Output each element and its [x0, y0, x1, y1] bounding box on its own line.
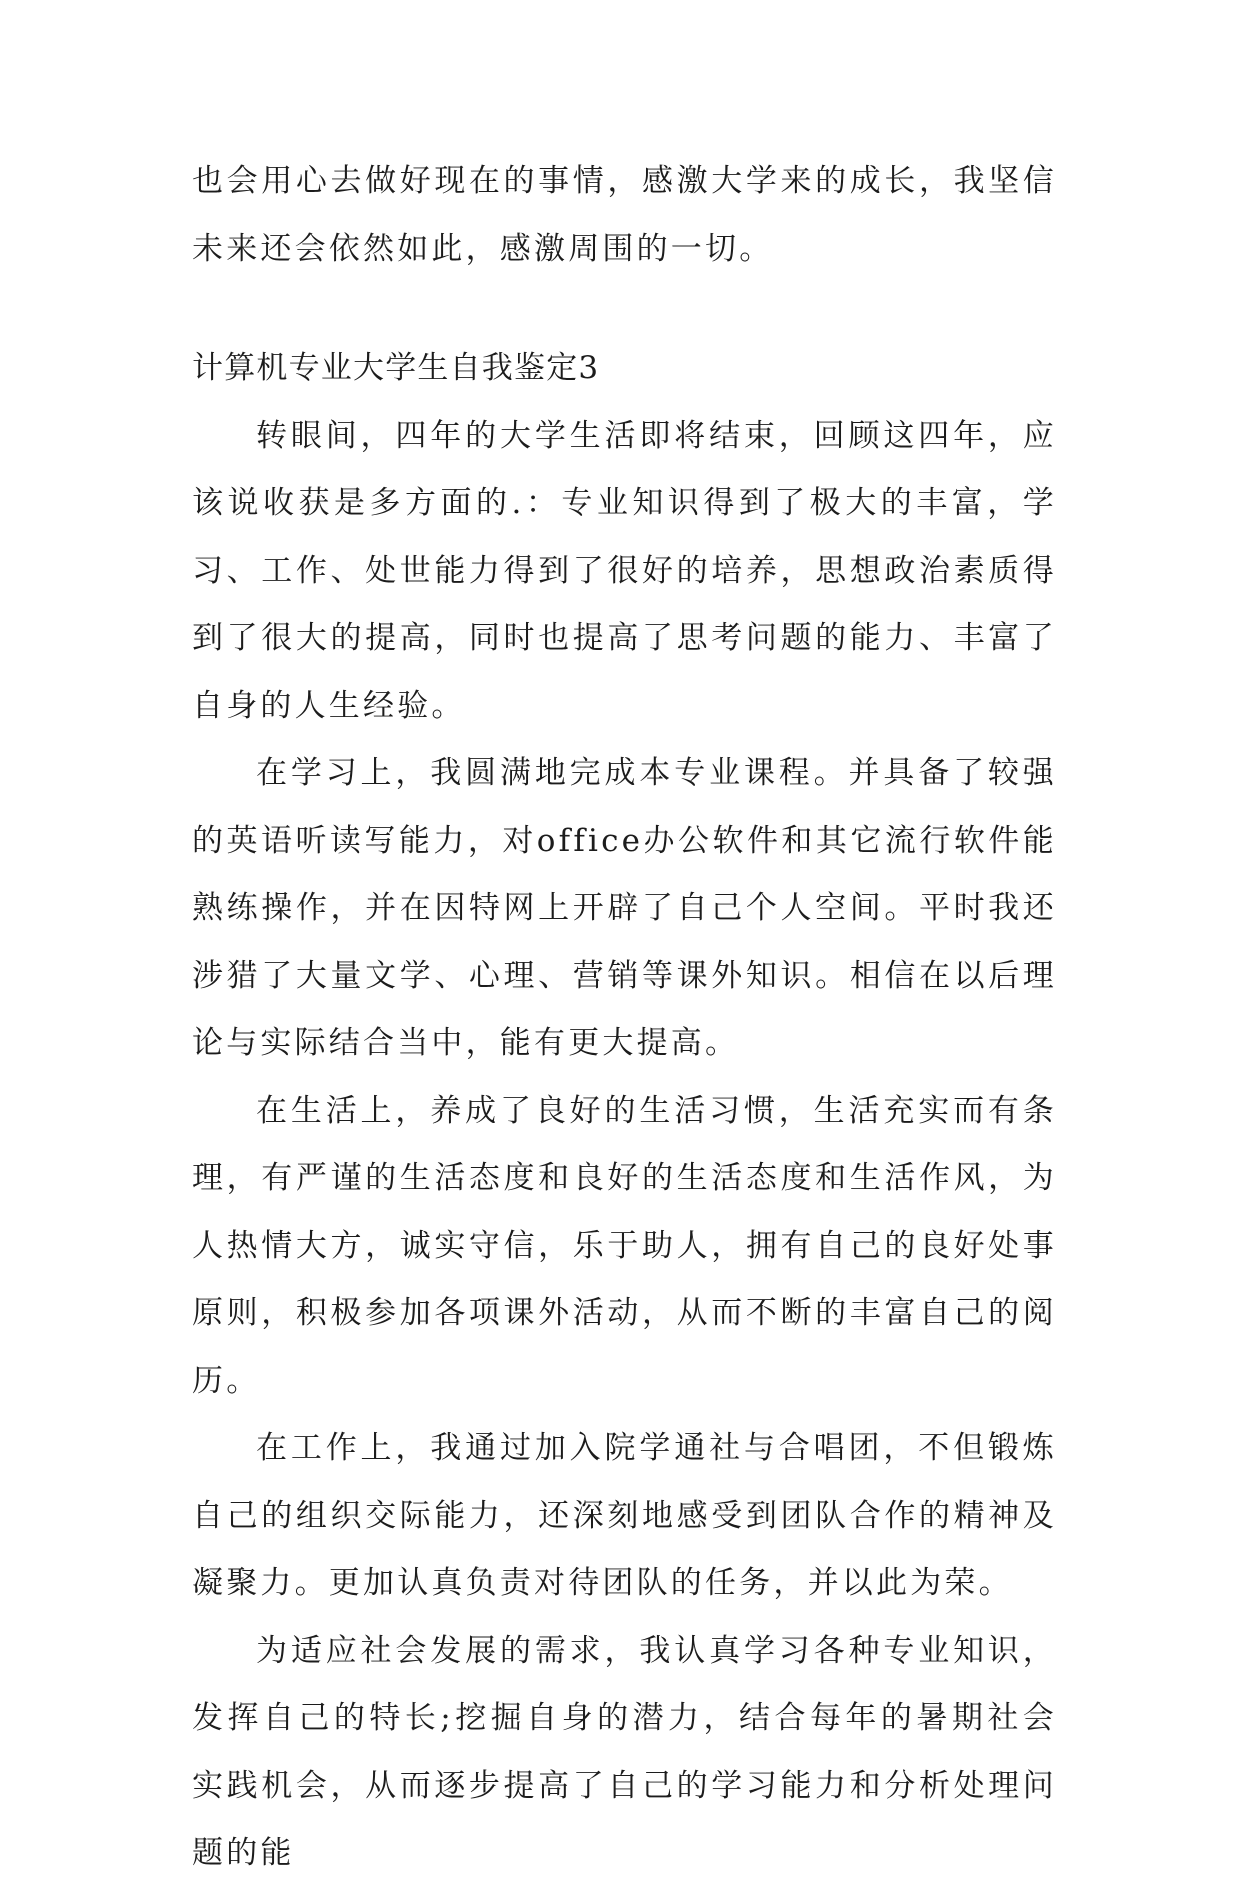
intro-paragraph: 也会用心去做好现在的事情，感激大学来的成长，我坚信未来还会依然如此，感激周围的一切。: [192, 163, 1057, 267]
body-paragraph-3: 在生活上，养成了良好的生活习惯，生活充实而有条理，有严谨的生活态度和良好的生活态度和生活作风，为人热情大方，诚实守信，乐于助人，拥有自己的良好处事原则，积极参加各项课外活动，从而不断的丰富自己的阅历。: [192, 1092, 1057, 1399]
section-heading: 计算机专业大学生自我鉴定3: [192, 350, 600, 386]
body-paragraph-4: 在工作上，我通过加入院学通社与合唱团，不但锻炼自己的组织交际能力，还深刻地感受到团队合作的精神及凝聚力。更加认真负责对待团队的任务，并以此为荣。: [192, 1430, 1057, 1601]
body-paragraph-5: 为适应社会发展的需求，我认真学习各种专业知识，发挥自己的特长;挖掘自身的潜力，结合每年的暑期社会实践机会，从而逐步提高了自己的学习能力和分析处理问题的能: [192, 1632, 1057, 1871]
body-paragraph-1: 转眼间，四年的大学生活即将结束，回顾这四年，应该说收获是多方面的.：专业知识得到了极大的丰富，学习、工作、处世能力得到了很好的培养，思想政治素质得到了很大的提高，同时也提高了思考问题的能力、丰富了自身的人生经验。: [192, 417, 1057, 724]
document-page: [192, 148, 1057, 1888]
section-spacer: [192, 283, 1057, 335]
body-paragraph-2: 在学习上，我圆满地完成本专业课程。并具备了较强的英语听读写能力，对office办公软件和其它流行软件能熟练操作，并在因特网上开辟了自己个人空间。平时我还涉猎了大量文学、心理、营销等课外知识。相信在以后理论与实际结合当中，能有更大提高。: [192, 755, 1057, 1061]
